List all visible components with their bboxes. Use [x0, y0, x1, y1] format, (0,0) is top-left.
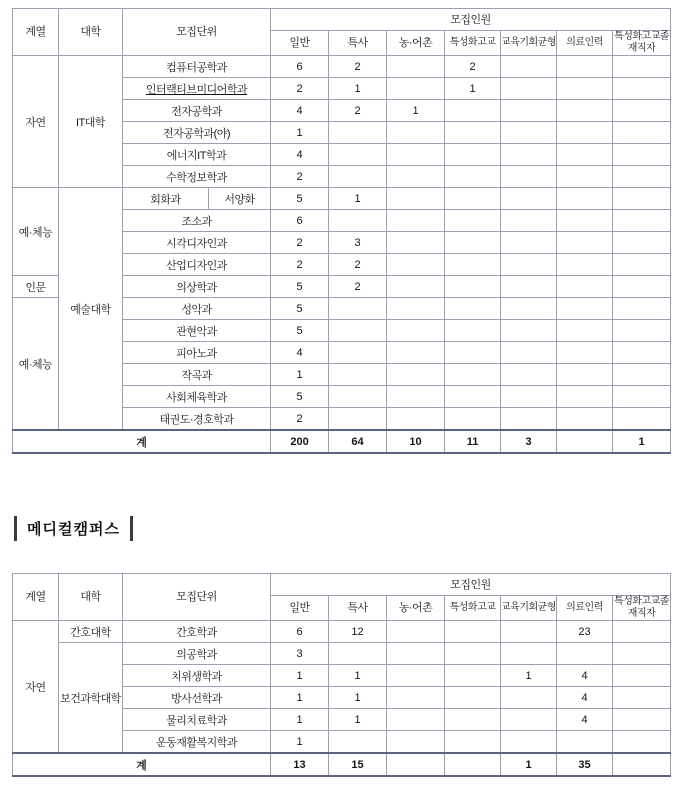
- cell-value: 1: [271, 731, 329, 754]
- cell-unit: 수학정보학과: [123, 166, 271, 188]
- cell-value: [329, 643, 387, 665]
- cell-value: 1: [271, 709, 329, 731]
- cell-value: [387, 166, 445, 188]
- header-col-equal-opportunity: 교육기회균형: [501, 596, 557, 621]
- cell-value: [613, 122, 671, 144]
- total-label: 계: [13, 753, 271, 776]
- cell-value: [501, 320, 557, 342]
- cell-unit: 치위생학과: [123, 665, 271, 687]
- cell-unit: 의상학과: [123, 276, 271, 298]
- total-value: [445, 753, 501, 776]
- cell-unit: 컴퓨터공학과: [123, 56, 271, 78]
- cell-value: 5: [271, 276, 329, 298]
- table-row: [13, 188, 671, 210]
- total-value: [613, 753, 671, 776]
- cell-value: 1: [501, 665, 557, 687]
- cell-value: [613, 665, 671, 687]
- table-body-medical: [13, 621, 671, 777]
- cell-value: [445, 665, 501, 687]
- cell-value: [501, 144, 557, 166]
- cell-value: [329, 298, 387, 320]
- cell-value: [387, 122, 445, 144]
- cell-unit: 물리치료학과: [123, 709, 271, 731]
- header-col-general: 일반: [271, 31, 329, 56]
- cell-value: [329, 210, 387, 232]
- cell-value: [557, 386, 613, 408]
- cell-series: 자연: [13, 56, 59, 188]
- cell-unit: 의공학과: [123, 643, 271, 665]
- cell-value: 4: [271, 100, 329, 122]
- cell-value: [501, 166, 557, 188]
- cell-value: [613, 276, 671, 298]
- cell-value: 3: [271, 643, 329, 665]
- cell-value: [557, 56, 613, 78]
- header-col-special: 특사: [329, 31, 387, 56]
- cell-value: [445, 188, 501, 210]
- cell-value: [613, 56, 671, 78]
- cell-value: [501, 342, 557, 364]
- header-col-vocational: 특성화고교: [445, 31, 501, 56]
- cell-value: [557, 210, 613, 232]
- table-total-row: [13, 753, 671, 776]
- cell-value: 3: [329, 232, 387, 254]
- cell-unit-sub: 서양화: [209, 188, 271, 210]
- cell-value: [501, 386, 557, 408]
- cell-value: 1: [271, 687, 329, 709]
- cell-value: [445, 621, 501, 643]
- cell-value: [613, 320, 671, 342]
- cell-value: [613, 364, 671, 386]
- cell-series: 예·체능: [13, 298, 59, 431]
- cell-value: [329, 166, 387, 188]
- total-value: 3: [501, 430, 557, 453]
- cell-value: [329, 342, 387, 364]
- cell-value: 1: [329, 709, 387, 731]
- cell-value: 5: [271, 188, 329, 210]
- cell-value: 4: [271, 342, 329, 364]
- cell-value: [557, 188, 613, 210]
- cell-unit: 관현악과: [123, 320, 271, 342]
- cell-value: [387, 386, 445, 408]
- cell-value: [557, 122, 613, 144]
- cell-value: [445, 320, 501, 342]
- cell-value: [501, 709, 557, 731]
- cell-value: [501, 621, 557, 643]
- cell-value: [501, 232, 557, 254]
- header-college: 대학: [59, 9, 123, 56]
- cell-series: 인문: [13, 276, 59, 298]
- cell-value: [445, 100, 501, 122]
- cell-value: [387, 665, 445, 687]
- total-value: 35: [557, 753, 613, 776]
- cell-unit: 시각디자인과: [123, 232, 271, 254]
- cell-value: [329, 408, 387, 431]
- cell-value: [387, 621, 445, 643]
- cell-value: [445, 254, 501, 276]
- header-quota-group: 모집인원: [271, 574, 671, 596]
- cell-value: 2: [271, 408, 329, 431]
- cell-value: [445, 144, 501, 166]
- cell-value: [557, 342, 613, 364]
- total-value: [387, 753, 445, 776]
- cell-value: [445, 408, 501, 431]
- cell-value: 5: [271, 386, 329, 408]
- cell-value: [613, 709, 671, 731]
- cell-value: [557, 643, 613, 665]
- cell-value: [387, 342, 445, 364]
- header-series: 계열: [13, 9, 59, 56]
- cell-unit: 피아노과: [123, 342, 271, 364]
- cell-value: 1: [271, 122, 329, 144]
- cell-value: [501, 643, 557, 665]
- cell-college: 예술대학: [59, 188, 123, 431]
- cell-value: [445, 731, 501, 754]
- cell-value: 5: [271, 320, 329, 342]
- cell-value: [557, 364, 613, 386]
- cell-value: 12: [329, 621, 387, 643]
- header-unit: 모집단위: [123, 574, 271, 621]
- cell-value: [445, 232, 501, 254]
- admissions-table-main: [12, 8, 671, 454]
- cell-value: [557, 731, 613, 754]
- cell-unit: 운동재활복지학과: [123, 731, 271, 754]
- cell-value: [557, 232, 613, 254]
- campus-section-title: 메디컬캠퍼스: [14, 516, 133, 541]
- cell-value: [613, 100, 671, 122]
- total-value: [557, 430, 613, 453]
- cell-value: [329, 122, 387, 144]
- cell-value: [329, 731, 387, 754]
- cell-value: [613, 687, 671, 709]
- cell-series: 자연: [13, 621, 59, 754]
- cell-value: [445, 643, 501, 665]
- cell-value: [329, 364, 387, 386]
- cell-value: [613, 342, 671, 364]
- cell-value: [557, 166, 613, 188]
- cell-value: [445, 166, 501, 188]
- cell-college: 간호대학: [59, 621, 123, 643]
- header-col-general: 일반: [271, 596, 329, 621]
- header-series: 계열: [13, 574, 59, 621]
- cell-value: [387, 408, 445, 431]
- cell-value: [445, 709, 501, 731]
- cell-value: 6: [271, 621, 329, 643]
- cell-value: [501, 364, 557, 386]
- cell-unit: 사회체육학과: [123, 386, 271, 408]
- table-row: [13, 643, 671, 665]
- cell-value: [613, 731, 671, 754]
- cell-value: [387, 56, 445, 78]
- total-value: 1: [613, 430, 671, 453]
- cell-value: 1: [271, 364, 329, 386]
- total-value: 11: [445, 430, 501, 453]
- cell-value: 6: [271, 56, 329, 78]
- cell-college: IT대학: [59, 56, 123, 188]
- cell-value: [613, 254, 671, 276]
- cell-value: [557, 254, 613, 276]
- cell-value: [501, 254, 557, 276]
- cell-value: [445, 122, 501, 144]
- cell-value: [387, 232, 445, 254]
- cell-value: 4: [557, 709, 613, 731]
- cell-unit: [123, 78, 271, 100]
- cell-value: 6: [271, 210, 329, 232]
- cell-value: [557, 298, 613, 320]
- cell-value: 4: [271, 144, 329, 166]
- cell-value: 2: [329, 100, 387, 122]
- cell-value: [501, 56, 557, 78]
- header-col-special: 특사: [329, 596, 387, 621]
- cell-value: [501, 188, 557, 210]
- header-col-rural: 농·어촌: [387, 31, 445, 56]
- cell-value: 1: [329, 687, 387, 709]
- cell-value: [387, 276, 445, 298]
- cell-value: [557, 276, 613, 298]
- cell-value: [501, 687, 557, 709]
- table-body-main: [13, 56, 671, 454]
- cell-value: 4: [557, 665, 613, 687]
- cell-value: 2: [271, 166, 329, 188]
- cell-value: 2: [271, 254, 329, 276]
- cell-value: [387, 144, 445, 166]
- cell-value: [613, 643, 671, 665]
- cell-unit: 성악과: [123, 298, 271, 320]
- cell-unit: 에너지IT학과: [123, 144, 271, 166]
- cell-value: [445, 210, 501, 232]
- cell-value: 2: [329, 276, 387, 298]
- cell-college: 보건과학대학: [59, 643, 123, 754]
- header-col-medical-staff: 의료인력: [557, 31, 613, 56]
- cell-value: 1: [329, 78, 387, 100]
- admissions-table-medical: [12, 573, 671, 777]
- cell-value: 23: [557, 621, 613, 643]
- table-total-row: [13, 430, 671, 453]
- cell-unit-label: 인터랙티브미디어학과: [145, 83, 248, 96]
- header-col-equal-opportunity: 교육기회균형: [501, 31, 557, 56]
- cell-value: [387, 687, 445, 709]
- cell-value: [613, 188, 671, 210]
- cell-value: [445, 276, 501, 298]
- cell-value: [501, 298, 557, 320]
- cell-value: [501, 210, 557, 232]
- cell-value: [445, 364, 501, 386]
- cell-unit: 태권도·경호학과: [123, 408, 271, 431]
- cell-unit: 산업디자인과: [123, 254, 271, 276]
- total-value: 15: [329, 753, 387, 776]
- cell-value: [329, 144, 387, 166]
- total-value: 1: [501, 753, 557, 776]
- total-value: 200: [271, 430, 329, 453]
- cell-value: 1: [387, 100, 445, 122]
- cell-value: [613, 210, 671, 232]
- cell-value: [613, 232, 671, 254]
- cell-value: [613, 166, 671, 188]
- cell-value: [329, 320, 387, 342]
- cell-value: [387, 731, 445, 754]
- total-value: 13: [271, 753, 329, 776]
- cell-value: [387, 643, 445, 665]
- cell-value: [387, 298, 445, 320]
- cell-value: 1: [329, 665, 387, 687]
- header-college: 대학: [59, 574, 123, 621]
- cell-value: [501, 731, 557, 754]
- cell-value: [613, 144, 671, 166]
- header-col-vocational-employed: 특성화고교졸재직자: [614, 31, 670, 54]
- cell-unit: 회화과: [123, 188, 209, 210]
- cell-value: [387, 188, 445, 210]
- cell-value: [387, 709, 445, 731]
- cell-unit: 간호학과: [123, 621, 271, 643]
- cell-value: 5: [271, 298, 329, 320]
- cell-unit: 조소과: [123, 210, 271, 232]
- total-label: 계: [13, 430, 271, 453]
- total-value: 64: [329, 430, 387, 453]
- cell-value: [445, 386, 501, 408]
- cell-value: [387, 78, 445, 100]
- cell-value: [613, 386, 671, 408]
- cell-value: [557, 78, 613, 100]
- cell-value: 2: [329, 254, 387, 276]
- cell-value: [557, 408, 613, 431]
- total-value: 10: [387, 430, 445, 453]
- header-col-rural: 농·어촌: [387, 596, 445, 621]
- cell-value: [329, 386, 387, 408]
- cell-value: [557, 100, 613, 122]
- cell-unit: 방사선학과: [123, 687, 271, 709]
- cell-value: [387, 364, 445, 386]
- header-col-vocational-employed: 특성화고교졸재직자: [614, 596, 670, 619]
- cell-value: [557, 144, 613, 166]
- cell-unit: 작곡과: [123, 364, 271, 386]
- cell-unit: 전자공학과(야): [123, 122, 271, 144]
- cell-value: [445, 687, 501, 709]
- cell-value: [501, 122, 557, 144]
- header-col-vocational: 특성화고교: [445, 596, 501, 621]
- header-unit: 모집단위: [123, 9, 271, 56]
- cell-value: 1: [271, 665, 329, 687]
- cell-value: [501, 408, 557, 431]
- cell-value: [387, 210, 445, 232]
- table-row: [13, 621, 671, 643]
- cell-unit: 전자공학과: [123, 100, 271, 122]
- cell-value: 4: [557, 687, 613, 709]
- cell-series: 예·체능: [13, 188, 59, 276]
- cell-value: [613, 78, 671, 100]
- cell-value: [387, 254, 445, 276]
- cell-value: 2: [271, 78, 329, 100]
- header-col-medical-staff: 의료인력: [557, 596, 613, 621]
- cell-value: [387, 320, 445, 342]
- cell-value: 2: [271, 232, 329, 254]
- cell-value: [445, 342, 501, 364]
- cell-value: [613, 408, 671, 431]
- cell-value: 2: [329, 56, 387, 78]
- cell-value: [613, 621, 671, 643]
- cell-value: [501, 78, 557, 100]
- cell-value: 1: [329, 188, 387, 210]
- cell-value: [557, 320, 613, 342]
- table-row: [13, 56, 671, 78]
- header-quota-group: 모집인원: [271, 9, 671, 31]
- cell-value: [501, 100, 557, 122]
- cell-value: [613, 298, 671, 320]
- cell-value: [501, 276, 557, 298]
- cell-value: [445, 298, 501, 320]
- cell-value: 1: [445, 78, 501, 100]
- cell-value: 2: [445, 56, 501, 78]
